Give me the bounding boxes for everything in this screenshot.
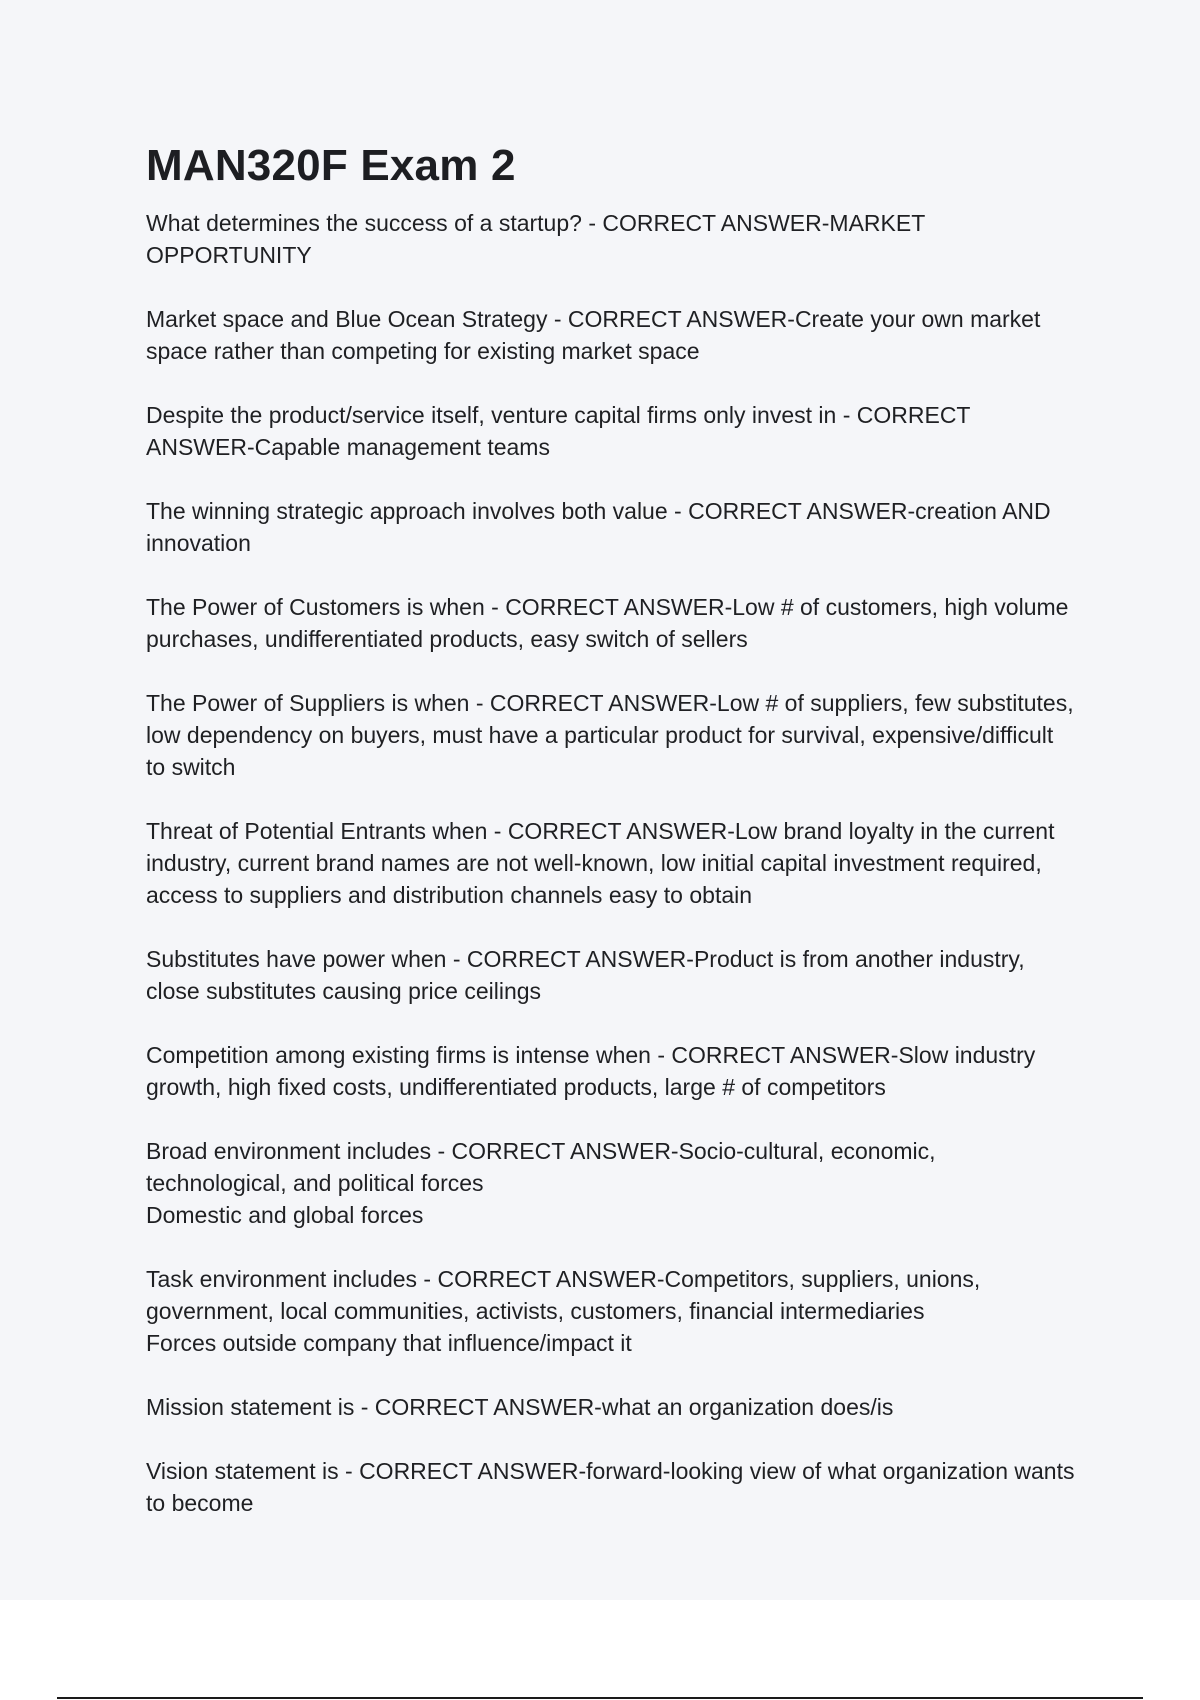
qa-item [146, 591, 1076, 655]
question-text: What determines the success of a startup? [146, 209, 582, 236]
qa-item [146, 303, 1076, 367]
qa-item [146, 399, 1076, 463]
answer-text: what an organization does/is [601, 1393, 894, 1420]
qa-item [146, 943, 1076, 1007]
qa-item [146, 687, 1076, 783]
answer-text: Low # of suppliers, few substitutes, low dependency on buyers, must have a particular product for survival, expensive/difficult to switch [146, 689, 1074, 780]
answer-marker: - CORRECT ANSWER- [338, 1457, 587, 1484]
answer-marker: - CORRECT ANSWER- [547, 305, 795, 332]
qa-item [146, 815, 1076, 911]
answer-text: Create your own market space rather than competing for existing market space [146, 305, 1041, 364]
question-text: Mission statement is [146, 1393, 355, 1420]
answer-text: Capable management teams [254, 433, 550, 460]
answer-marker: - CORRECT ANSWER- [354, 1393, 602, 1420]
question-text: The winning strategic approach involves both value [146, 497, 668, 524]
qa-item [146, 1135, 1076, 1231]
answer-marker: - CORRECT ANSWER- [417, 1265, 665, 1292]
qa-item [146, 207, 1076, 271]
question-text: Despite the product/service itself, venture capital firms only invest in [146, 401, 837, 428]
answer-marker: - CORRECT ANSWER- [650, 1041, 899, 1068]
document-title: MAN320F Exam 2 [146, 141, 516, 190]
answer-marker: - CORRECT ANSWER- [431, 1137, 679, 1164]
question-text: The Power of Suppliers is when [146, 689, 470, 716]
qa-item [146, 1455, 1076, 1519]
answer-marker: - CORRECT ANSWER- [667, 497, 916, 524]
answer-text: Low brand loyalty in the current industry, current brand names are not well-known, low initial capital investment required, access to suppliers and distribution channels easy to obtain [146, 817, 1055, 908]
answer-marker: - CORRECT ANSWER- [146, 401, 971, 460]
answer-marker: - CORRECT ANSWER- [469, 689, 717, 716]
answer-text: Low # of customers, high volume purchases, undifferentiated products, easy switch of sellers [146, 593, 1069, 652]
question-text: Threat of Potential Entrants when [146, 817, 488, 844]
answer-text: Socio-cultural, economic, technological, and political forces Domestic and global forces [146, 1137, 936, 1228]
answer-text: forward-looking view of what organization wants to become [146, 1457, 1075, 1516]
answer-marker: - CORRECT ANSWER- [581, 209, 830, 236]
qa-item [146, 495, 1076, 559]
question-text: Market space and Blue Ocean Strategy [146, 305, 548, 332]
question-text: Broad environment includes [146, 1137, 432, 1164]
qa-item [146, 1391, 1076, 1423]
answer-text: MARKET OPPORTUNITY [146, 209, 925, 268]
answer-marker: - CORRECT ANSWER- [446, 945, 694, 972]
answer-text: Product is from another industry, close substitutes causing price ceilings [146, 945, 1025, 1004]
answer-text: Competitors, suppliers, unions, government, local communities, activists, customers, financial intermediaries Forces outside company that influence/impact it [146, 1265, 981, 1356]
document-content [146, 140, 1076, 1551]
question-text: The Power of Customers is when [146, 593, 485, 620]
qa-item [146, 1039, 1076, 1103]
question-text: Substitutes have power when [146, 945, 447, 972]
answer-marker: - CORRECT ANSWER- [487, 817, 735, 844]
qa-item [146, 1263, 1076, 1359]
answer-marker: - CORRECT ANSWER- [484, 593, 733, 620]
question-text: Task environment includes [146, 1265, 418, 1292]
page-divider [57, 1697, 1143, 1699]
answer-text: Slow industry growth, high fixed costs, undifferentiated products, large # of competitors [146, 1041, 1036, 1100]
question-text: Vision statement is [146, 1457, 339, 1484]
question-text: Competition among existing firms is intense when [146, 1041, 651, 1068]
answer-text: creation AND innovation [146, 497, 1051, 556]
